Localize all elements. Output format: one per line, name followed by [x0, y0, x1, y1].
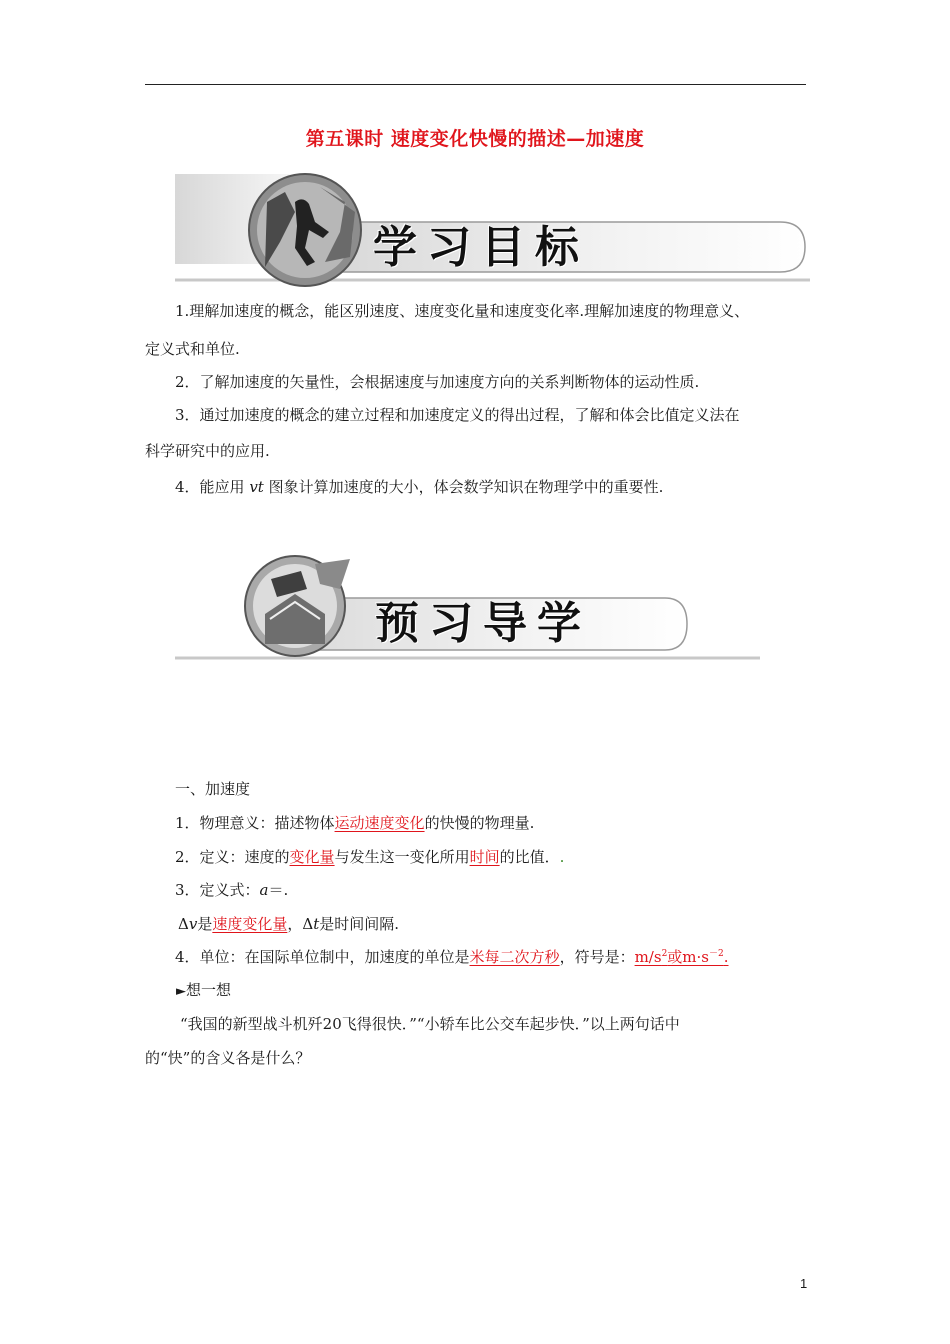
line1-pre: 1．物理意义：描述物体 — [175, 814, 335, 832]
preview-line-5 — [175, 946, 837, 968]
think-label: 想一想 — [186, 981, 232, 999]
unit-ms: m/s — [634, 948, 662, 966]
preview-line-2 — [175, 846, 837, 868]
unit-ms-alt: 或m·s — [667, 948, 709, 966]
line2-dot: . — [559, 848, 565, 866]
objective-1-line1: 1.理解加速度的概念，能区别速度、速度变化量和速度变化率.理解加速度的物理意义、 — [175, 302, 750, 320]
answer-unit-symbol — [635, 948, 724, 966]
line4-post: 是时间间隔. — [319, 915, 400, 933]
banner-objectives — [145, 172, 810, 290]
objective-3-line2: 科学研究中的应用. — [145, 442, 270, 460]
line4-var-t: t — [313, 915, 320, 933]
line2-pre: 2．定义：速度的 — [175, 848, 290, 866]
unit-sup-neg2: －2 — [709, 949, 724, 959]
answer-change-amount: 变化量 — [289, 848, 335, 866]
line4-is: 是 — [197, 915, 213, 933]
unit-sup-2: 2 — [661, 949, 668, 959]
objective-4-pre: 4．能应用 — [175, 478, 250, 496]
question-line-2: 的“快”的含义各是什么？ — [145, 1049, 311, 1067]
line3-var-a: a — [259, 881, 269, 899]
page-number: 1 — [800, 1276, 808, 1291]
triangle-marker-icon: ► — [176, 984, 186, 999]
line2-post: 的比值． — [499, 848, 560, 866]
header-rule — [145, 84, 806, 85]
line3-pre: 3．定义式： — [175, 881, 260, 899]
banner-preview-label: 预习导学 — [375, 598, 591, 649]
answer-time: 时间 — [469, 848, 500, 866]
question-line-1: “我国的新型战斗机歼20飞得很快．”“小轿车比公交车起步快．”以上两句话中 — [180, 1015, 680, 1033]
objective-4-post: 图象计算加速度的大小，体会数学知识在物理学中的重要性. — [263, 478, 664, 496]
preview-line-1 — [175, 812, 837, 834]
line1-post: 的快慢的物理量. — [424, 814, 535, 832]
answer-velocity-change: 速度变化量 — [212, 915, 288, 933]
line3-post: ＝. — [268, 881, 289, 899]
think-heading — [176, 979, 838, 1003]
line5-end: . — [723, 948, 729, 966]
line4-mid: ，Δ — [287, 915, 314, 933]
objective-1-line2: 定义式和单位. — [145, 340, 240, 358]
banner-preview — [175, 544, 765, 664]
page-title: 第五课时 速度变化快慢的描述—加速度 — [305, 128, 645, 150]
section-heading: 一、加速度 — [175, 780, 251, 798]
objective-4-var-v: v — [249, 478, 258, 496]
objective-2: 2．了解加速度的矢量性，会根据速度与加速度方向的关系判断物体的运动性质. — [175, 373, 700, 391]
line4-delta: Δ — [178, 915, 189, 933]
preview-line-3 — [175, 879, 837, 901]
preview-line-4 — [178, 913, 840, 935]
objective-4-var-t: t — [257, 478, 264, 496]
answer-motion-change: 运动速度变化 — [334, 814, 425, 832]
objective-3-line1: 3．通过加速度的概念的建立过程和加速度定义的得出过程，了解和体会比值定义法在 — [175, 406, 740, 424]
objective-4 — [175, 476, 837, 498]
line5-pre: 4．单位：在国际单位制中，加速度的单位是 — [175, 948, 470, 966]
banner-objectives-label: 学习目标 — [373, 222, 589, 273]
line5-mid: ，符号是： — [559, 948, 635, 966]
answer-unit-name: 米每二次方秒 — [469, 948, 560, 966]
line2-mid: 与发生这一变化所用 — [334, 848, 470, 866]
line4-var-v: v — [188, 915, 198, 933]
